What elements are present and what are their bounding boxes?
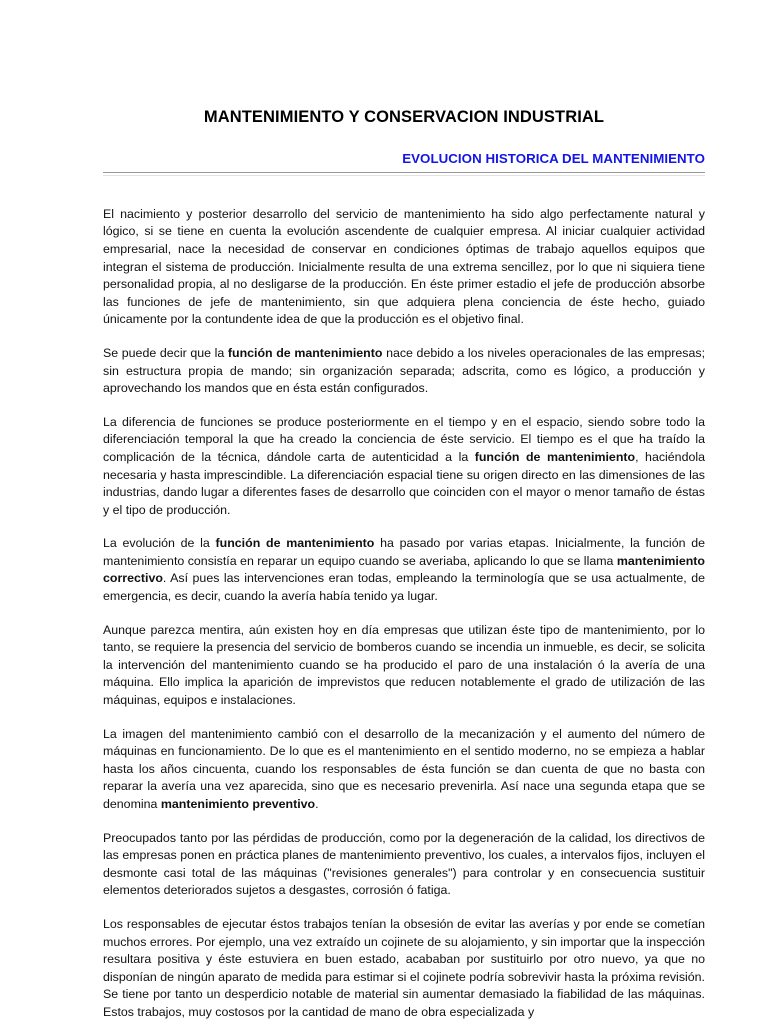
body-paragraph: La diferencia de funciones se produce posteriormente en el tiempo y en el espacio, siendo sobre todo la diferenciación temporal la que ha creado la conciencia de éste servicio. El tiempo es el que ha traído la complicación de la técnica, dándole carta de autenticidad a la función de mantenimiento, haciéndola necesaria y hasta imprescindible. La diferenciación espacial tiene su origen directo en las dimensiones de las industrias, dando lugar a diferentes fases de desarrollo que coinciden con el mayor o menor tamaño de éstas y el tipo de producción.	[103, 414, 705, 517]
section-heading: EVOLUCION HISTORICA DEL MANTENIMIENTO	[402, 150, 705, 166]
body-paragraph: Los responsables de ejecutar éstos trabajos tenían la obsesión de evitar las averías y por ende se cometían muchos errores. Por ejemplo, una vez extraído un cojinete de su alojamiento, y sin importar que la inspección resultara positiva y éste estuviera en buen estado, acababan por sustituirlo por otro nuevo, ya que no disponían de ningún aparato de medida para estimar si el cojinete podría sobrevivir hasta la próxima revisión. Se tiene por tanto un desperdicio notable de material sin aumentar demasiado la fiabilidad de las máquinas. Estos trabajos, muy costosos por la cantidad de mano de obra especializada y	[103, 916, 705, 1019]
document-content	[103, 0, 705, 1022]
body-paragraph: El nacimiento y posterior desarrollo del servicio de mantenimiento ha sido algo perfectamente natural y lógico, si se tiene en cuenta la evolución ascendente de cualquier empresa. Al iniciar cualquier actividad empresarial, nace la necesidad de conservar en condiciones óptimas de trabajo aquellos equipos que integran el sistema de producción. Inicialmente resulta de una extrema sencillez, por lo que ni siquiera tiene personalidad propia, al no desligarse de la producción. En éste primer estadio el jefe de producción absorbe las funciones de jefe de mantenimiento, sin que adquiera plena conciencia de éste hecho, guiado únicamente por la contundente idea de que la producción es el objetivo final.	[103, 206, 705, 327]
page-title: MANTENIMIENTO Y CONSERVACION INDUSTRIAL	[203, 108, 605, 126]
body-paragraph: Preocupados tanto por las pérdidas de producción, como por la degeneración de la calidad, los directivos de las empresas ponen en práctica planes de mantenimiento preventivo, los cuales, a intervalos fijos, incluyen el desmonte casi total de las máquinas ("revisiones generales") para controlar y en consecuencia sustituir elementos deteriorados sujetos a desgastes, corrosión ó fatiga.	[103, 830, 705, 898]
body-paragraph: La evolución de la función de mantenimiento ha pasado por varias etapas. Inicialmente, la función de mantenimiento consistía en reparar un equipo cuando se averiaba, aplicando lo que se llama mantenimiento correctivo. Así pues las intervenciones eran todas, empleando la terminología que se usa actualmente, de emergencia, es decir, cuando la avería había tenido ya lugar.	[103, 536, 705, 604]
body-paragraph: Aunque parezca mentira, aún existen hoy en día empresas que utilizan éste tipo de mantenimiento, por lo tanto, se requiere la presencia del servicio de bomberos cuando se incendia un inmueble, es decir, se solicita la intervención del mantenimiento cuando se ha producido el paro de una instalación ó la avería de una máquina. Ello implica la aparición de imprevistos que reducen notablemente el grado de utilización de las máquinas, equipos e instalaciones.	[103, 622, 705, 708]
body-paragraph: La imagen del mantenimiento cambió con el desarrollo de la mecanización y el aumento del número de máquinas en funcionamiento. De lo que es el mantenimiento en el sentido moderno, no se empieza a hablar hasta los años cincuenta, cuando los responsables de ésta función se dan cuenta de que no basta con reparar la avería una vez aparecida, sino que es necesario prevenirla. Así nace una segunda etapa que se denomina mantenimiento preventivo.	[103, 726, 705, 812]
document-body	[103, 176, 705, 1022]
section-heading-container	[103, 150, 705, 168]
body-paragraph: Se puede decir que la función de mantenimiento nace debido a los niveles operacionales de las empresas; sin estructura propia de mando; sin organización separada; adscrita, como es lógico, a producción y aprovechando los mandos que en ésta están configurados.	[103, 345, 706, 396]
